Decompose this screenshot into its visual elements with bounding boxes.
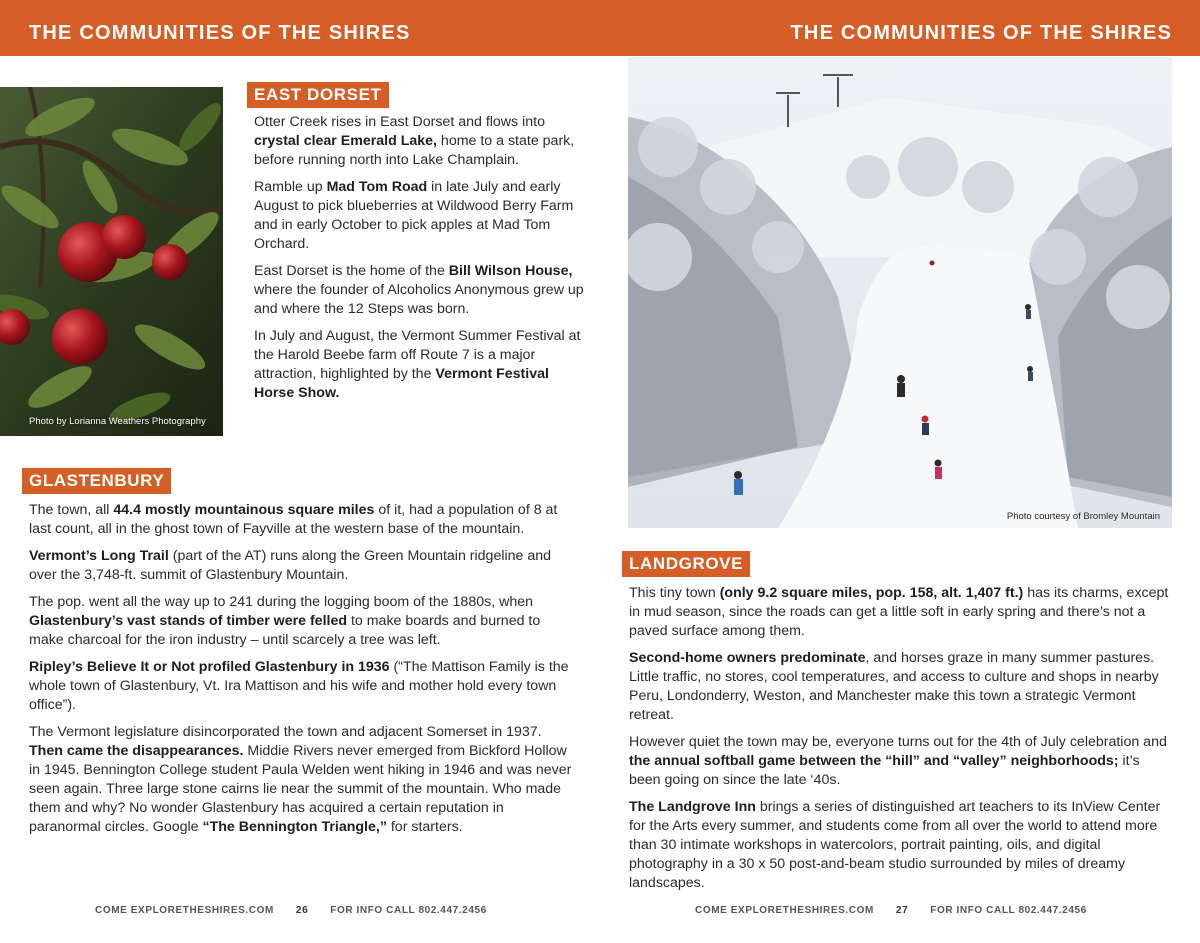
east-dorset-heading: EAST DORSET	[247, 82, 389, 108]
landgrove-text	[629, 584, 1169, 901]
bold-text: The Landgrove Inn	[629, 799, 756, 815]
text-run: (part of the AT) runs along the Green Mountain ridgeline and over the 3,748-ft. summit of Glastenbury Mountain.	[29, 548, 552, 583]
page-number: 27	[895, 905, 909, 916]
text-run: to make boards and burned to make charcoal for the iron industry – until scarcely a tree was left.	[29, 613, 541, 648]
ski-slope-photo	[628, 57, 1172, 528]
paragraph	[29, 547, 574, 585]
page-number: 26	[295, 905, 309, 916]
header-title-right: THE COMMUNITIES OF THE SHIRES	[790, 22, 1172, 44]
ski-slope-image	[628, 57, 1172, 528]
text-run: has its charms, except in mud season, since the roads can get a little soft in early spring and there’s not a paved surface among them.	[629, 585, 1169, 639]
apple-tree-image	[0, 87, 223, 436]
header-title-left: THE COMMUNITIES OF THE SHIRES	[29, 22, 411, 44]
bold-text: Mad Tom Road	[326, 179, 428, 195]
footer-right	[695, 905, 1087, 916]
paragraph	[629, 798, 1169, 893]
paragraph	[629, 649, 1169, 725]
text-run: it’s been going on since the late ‘40s.	[629, 753, 1140, 788]
bold-text: Bill Wilson House,	[448, 263, 573, 279]
bold-text: “The Bennington Triangle,”	[202, 819, 387, 835]
paragraph	[29, 593, 574, 650]
bold-text: Then came the disappearances.	[29, 743, 244, 759]
east-dorset-text	[254, 113, 584, 411]
header-bar	[0, 0, 1200, 56]
text-run: East Dorset is the home of the	[254, 263, 449, 279]
ski-photo-credit: Photo courtesy of Bromley Mountain	[1006, 511, 1160, 522]
bold-text: 44.4 mostly mountainous square miles	[113, 502, 375, 518]
text-run: where the founder of Alcoholics Anonymous grew up and where the 12 Steps was born.	[254, 282, 584, 317]
text-run: The Vermont legislature disincorporated the town and adjacent Somerset in 1937.	[29, 724, 542, 740]
text-run: However quiet the town may be, everyone turns out for the 4th of July celebration and	[629, 734, 1167, 750]
text-run: brings a series of distinguished art teachers to its InView Center for the Arts every summer, and students come from all over the world to attend more than 30 intimate workshops in watercolors, portrait painting, oils, and digital photography in a 30 x 50 post-and-beam studio surrounded by miles of dreamy landscapes.	[629, 799, 1161, 891]
text-run: home to a state park, before running north into Lake Champlain.	[254, 133, 575, 168]
bold-text: Vermont’s Long Trail	[29, 548, 169, 564]
text-run: In July and August, the Vermont Summer Festival at the Harold Beebe farm off Route 7 is a major attraction, highlighted by the	[254, 328, 581, 382]
text-run: Otter Creek rises in East Dorset and flows into	[254, 114, 545, 130]
footer-left	[95, 905, 487, 916]
footer-phone: FOR INFO CALL 802.447.2456	[330, 905, 487, 916]
bold-text: the annual softball game between the “hill” and “valley” neighborhoods;	[629, 753, 1119, 769]
paragraph	[254, 178, 584, 254]
text-run: Middie Rivers never emerged from Bickford Hollow in 1945. Bennington College student Paula Welden went hiking in 1946 and was never seen again. Three large stone cairns lie near the summit of the mountain. Who made them and why? No wonder Glastenbury has acquired a certain reputation in paranormal circles. Google	[29, 743, 572, 835]
text-run: Ramble up	[254, 179, 327, 195]
text-run: The town, all	[29, 502, 114, 518]
paragraph	[254, 327, 584, 403]
bold-text: Glastenbury’s vast stands of timber were felled	[29, 613, 348, 629]
bold-text: Ripley’s Believe It or Not profiled Glastenbury in 1936	[29, 659, 390, 675]
text-run: for starters.	[386, 819, 463, 835]
bold-text: Vermont Festival Horse Show.	[254, 366, 549, 401]
text-run: The pop. went all the way up to 241 during the logging boom of the 1880s, when	[29, 594, 534, 610]
paragraph	[29, 658, 574, 715]
paragraph	[254, 113, 584, 170]
glastenbury-text	[29, 501, 574, 845]
text-run: of it, had a population of 8 at last count, all in the ghost town of Fayville at the western base of the mountain.	[29, 502, 558, 537]
paragraph	[254, 262, 584, 319]
bold-text: Second-home owners predominate	[629, 650, 866, 666]
text-run: (“The Mattison Family is the whole town of Glastenbury, Vt. Ira Mattison and his wife and mother hold every town office”).	[29, 659, 569, 713]
footer-website: COME EXPLORETHESHIRES.COM	[695, 905, 874, 916]
apples-photo	[0, 87, 223, 436]
landgrove-heading: LANDGROVE	[622, 551, 750, 577]
glastenbury-heading: GLASTENBURY	[22, 468, 171, 494]
paragraph	[629, 733, 1169, 790]
footer-phone: FOR INFO CALL 802.447.2456	[930, 905, 1087, 916]
text-run: This tiny town	[629, 585, 720, 601]
paragraph	[29, 723, 574, 837]
text-run: , and horses graze in many summer pastures. Little traffic, no stores, cool temperatures, and access to culture and shops in nearby Peru, Londonderry, Weston, and Manchester make this town a strategic Vermont retreat.	[629, 650, 1159, 723]
paragraph	[629, 584, 1169, 641]
bold-text: crystal clear Emerald Lake,	[254, 133, 437, 149]
apples-photo-credit: Photo by Lorianna Weathers Photography	[29, 416, 206, 427]
text-run: in late July and early August to pick blueberries at Wildwood Berry Farm and in early October to pick apples at Mad Tom Orchard.	[254, 179, 574, 252]
bold-text: (only 9.2 square miles, pop. 158, alt. 1,407 ft.)	[719, 585, 1024, 601]
paragraph	[29, 501, 574, 539]
footer-website: COME EXPLORETHESHIRES.COM	[95, 905, 274, 916]
